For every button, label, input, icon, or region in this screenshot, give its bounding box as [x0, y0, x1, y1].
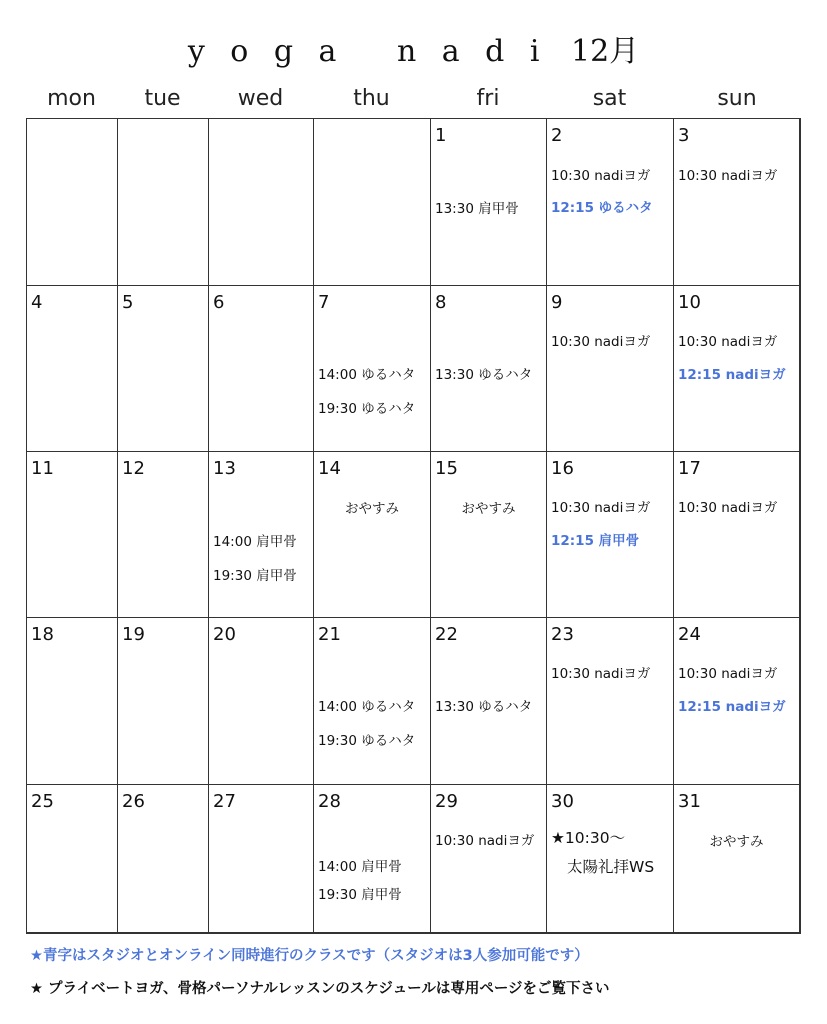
calendar-cell-day-10 — [673, 285, 801, 451]
calendar-cell-day-7 — [313, 285, 430, 451]
calendar-cell-day-22 — [430, 617, 546, 784]
weekday-fri: fri — [476, 86, 500, 111]
weekday-sat: sat — [592, 86, 627, 111]
day-number: 22 — [435, 624, 458, 645]
online-class-entry: 12:15 nadiヨガ — [678, 699, 786, 715]
weekday-sun: sun — [717, 86, 757, 111]
day-number: 23 — [551, 624, 574, 645]
workshop-title: 太陽礼拝WS — [567, 858, 655, 876]
class-entry: 14:00 ゆるハタ — [318, 699, 416, 715]
title-studio-name: yoga nadi — [187, 34, 565, 69]
class-entry: 10:30 nadiヨガ — [678, 500, 778, 516]
calendar-cell-day-27 — [208, 784, 313, 934]
calendar-cell-day-19 — [117, 617, 208, 784]
calendar-cell-day-5 — [117, 285, 208, 451]
calendar-cell-day-29 — [430, 784, 546, 934]
calendar-cell-day-18 — [26, 617, 117, 784]
calendar-cell-day-8 — [430, 285, 546, 451]
calendar-cell-day-26 — [117, 784, 208, 934]
weekday-wed: wed — [237, 86, 284, 111]
class-entry: 10:30 nadiヨガ — [678, 666, 778, 682]
online-class-entry: 12:15 ゆるハタ — [551, 200, 653, 216]
calendar-cell-day-11 — [26, 451, 117, 617]
class-entry: 19:30 ゆるハタ — [318, 733, 416, 749]
class-entry: 13:30 ゆるハタ — [435, 699, 533, 715]
calendar-cell-day-24 — [673, 617, 801, 784]
class-entry: 13:30 ゆるハタ — [435, 367, 533, 383]
online-class-entry: 12:15 肩甲骨 — [551, 533, 640, 549]
online-class-note: ★青字はスタジオとオンライン同時進行のクラスです（スタジオは3人参加可能です） — [30, 948, 589, 964]
day-number: 30 — [551, 791, 574, 812]
page-title — [0, 26, 827, 70]
day-number: 20 — [213, 624, 236, 645]
weekday-thu: thu — [353, 86, 390, 111]
day-number: 13 — [213, 458, 236, 479]
closed-label: おやすみ — [461, 501, 516, 517]
day-number: 16 — [551, 458, 574, 479]
calendar-cell-day-6 — [208, 285, 313, 451]
calendar-cell-day-30 — [546, 784, 673, 934]
class-entry: 10:30 nadiヨガ — [678, 168, 778, 184]
day-number: 11 — [31, 458, 54, 479]
calendar-cell-day-25 — [26, 784, 117, 934]
calendar-cell-day-4 — [26, 285, 117, 451]
calendar-cell-day-15 — [430, 451, 546, 617]
class-entry: 14:00 肩甲骨 — [213, 534, 297, 550]
day-number: 5 — [122, 292, 134, 313]
day-number: 27 — [213, 791, 236, 812]
weekday-mon: mon — [47, 86, 96, 111]
day-number: 9 — [551, 292, 563, 313]
class-entry: 10:30 nadiヨガ — [435, 833, 535, 849]
day-number: 25 — [31, 791, 54, 812]
calendar-cell-empty — [208, 118, 313, 285]
class-entry: 10:30 nadiヨガ — [551, 334, 651, 350]
day-number: 8 — [435, 292, 447, 313]
calendar-cell-day-20 — [208, 617, 313, 784]
day-number: 15 — [435, 458, 458, 479]
day-number: 21 — [318, 624, 341, 645]
day-number: 6 — [213, 292, 225, 313]
day-number: 18 — [31, 624, 54, 645]
day-number: 28 — [318, 791, 341, 812]
calendar-cell-day-2 — [546, 118, 673, 285]
day-number: 1 — [435, 125, 447, 146]
calendar-cell-empty — [117, 118, 208, 285]
workshop-time: ★10:30〜 — [551, 829, 626, 847]
class-entry: 19:30 肩甲骨 — [318, 887, 402, 903]
class-entry: 13:30 肩甲骨 — [435, 201, 519, 217]
calendar-cell-day-13 — [208, 451, 313, 617]
closed-label: おやすみ — [709, 834, 764, 850]
day-number: 26 — [122, 791, 145, 812]
class-entry: 19:30 ゆるハタ — [318, 401, 416, 417]
calendar-cell-day-14 — [313, 451, 430, 617]
day-number: 31 — [678, 791, 701, 812]
class-entry: 10:30 nadiヨガ — [551, 168, 651, 184]
title-month: 12月 — [570, 34, 640, 69]
calendar-cell-day-1 — [430, 118, 546, 285]
calendar-cell-empty — [313, 118, 430, 285]
class-entry: 14:00 肩甲骨 — [318, 859, 402, 875]
class-entry: 19:30 肩甲骨 — [213, 568, 297, 584]
closed-label: おやすみ — [345, 501, 399, 517]
day-number: 17 — [678, 458, 701, 479]
calendar-cell-day-3 — [673, 118, 801, 285]
day-number: 19 — [122, 624, 145, 645]
calendar-cell-day-16 — [546, 451, 673, 617]
day-number: 7 — [318, 292, 330, 313]
class-entry: 10:30 nadiヨガ — [551, 666, 651, 682]
private-lesson-note: ★ プライベートヨガ、骨格パーソナルレッスンのスケジュールは専用ページをご覧下さい — [30, 981, 610, 997]
day-number: 2 — [551, 125, 563, 146]
day-number: 10 — [678, 292, 701, 313]
day-number: 4 — [31, 292, 43, 313]
class-entry: 14:00 ゆるハタ — [318, 367, 416, 383]
calendar-cell-day-31 — [673, 784, 801, 934]
calendar-cell-day-21 — [313, 617, 430, 784]
class-entry: 10:30 nadiヨガ — [551, 500, 651, 516]
class-entry: 10:30 nadiヨガ — [678, 334, 778, 350]
calendar-cell-empty — [26, 118, 117, 285]
calendar-cell-day-23 — [546, 617, 673, 784]
calendar-cell-day-28 — [313, 784, 430, 934]
day-number: 24 — [678, 624, 701, 645]
weekday-tue: tue — [144, 86, 181, 111]
day-number: 3 — [678, 125, 690, 146]
day-number: 12 — [122, 458, 145, 479]
calendar-cell-day-9 — [546, 285, 673, 451]
calendar-cell-day-17 — [673, 451, 801, 617]
day-number: 14 — [318, 458, 341, 479]
online-class-entry: 12:15 nadiヨガ — [678, 367, 786, 383]
day-number: 29 — [435, 791, 458, 812]
calendar-cell-day-12 — [117, 451, 208, 617]
